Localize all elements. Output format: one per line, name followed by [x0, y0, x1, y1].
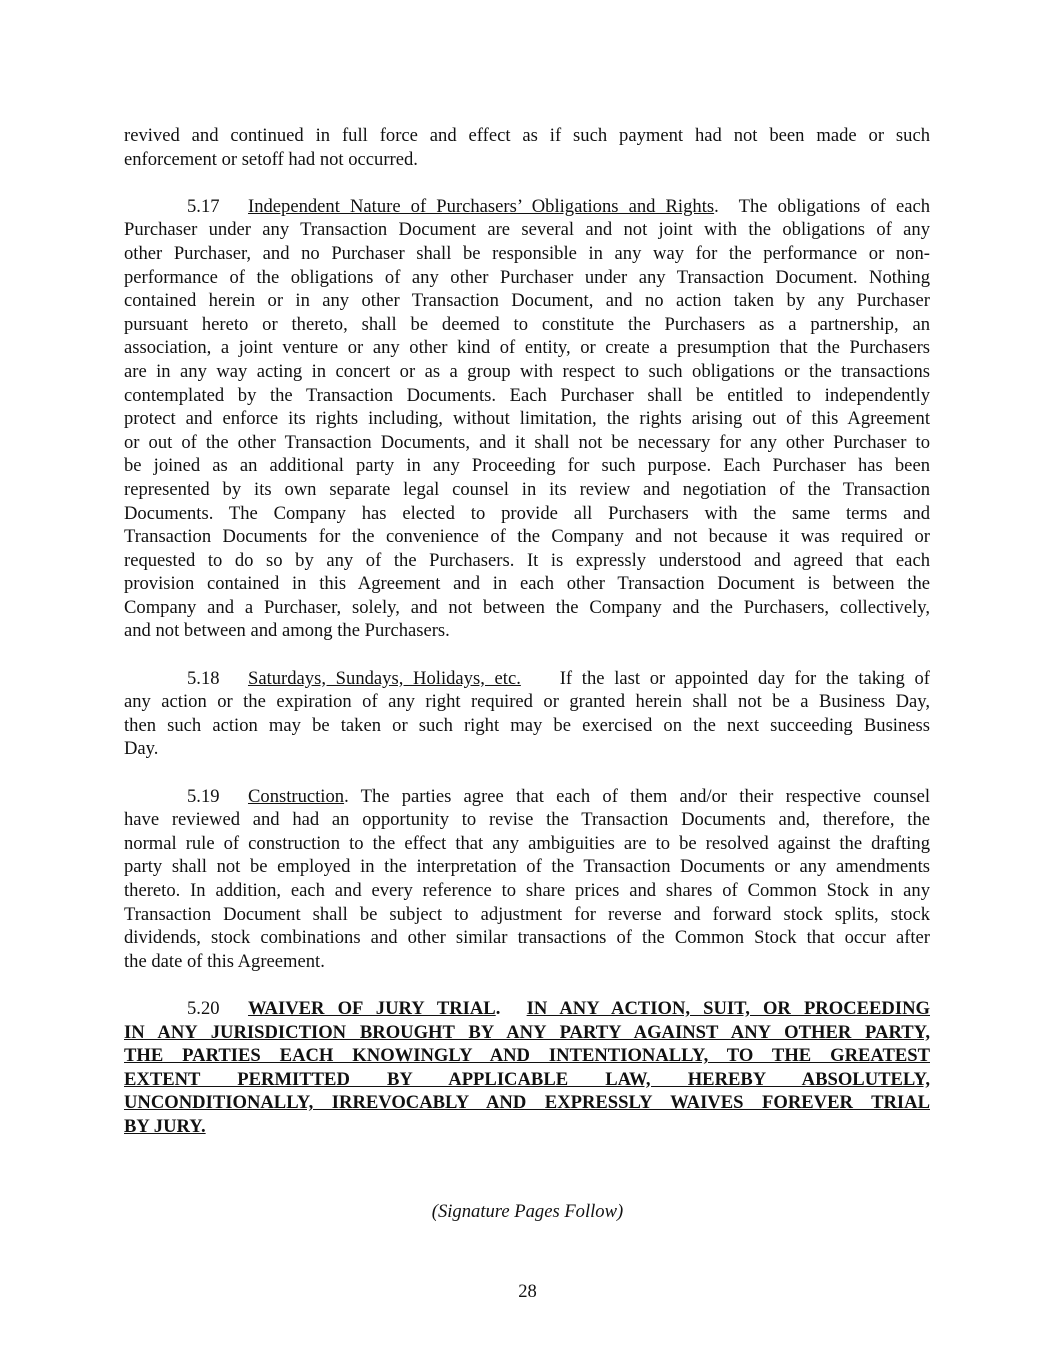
section-5-19	[124, 785, 930, 974]
heading-period: .	[495, 997, 527, 1019]
text-line: THE PARTIES EACH KNOWINGLY AND INTENTIONALLY, TO THE GREATEST	[124, 1045, 930, 1067]
text-line: any action or the expiration of any right required or granted herein shall not be a Business Day,	[124, 691, 930, 713]
section-number: 5.19	[187, 785, 220, 807]
text-line: then such action may be taken or such right may be exercised on the next succeeding Business	[124, 714, 930, 736]
text-line: pursuant hereto or thereto, shall be deemed to constitute the Purchasers as a partnership, an	[124, 313, 930, 335]
text-line: dividends, stock combinations and other similar transactions of the Common Stock that occur after	[124, 927, 930, 949]
text-line: revived and continued in full force and effect as if such payment had not been made or such	[124, 125, 930, 146]
text-line: Transaction Document shall be subject to adjustment for reverse and forward stock splits, stock	[124, 903, 930, 925]
text-line: normal rule of construction to the effect that any ambiguities are to be resolved against the drafting	[124, 832, 930, 854]
text-line: contemplated by the Transaction Documents. Each Purchaser shall be entitled to independently	[124, 384, 930, 406]
text-line: other Purchaser, and no Purchaser shall be responsible in any way for the performance or non-	[124, 242, 930, 264]
text-line: EXTENT PERMITTED BY APPLICABLE LAW, HEREBY ABSOLUTELY,	[124, 1068, 930, 1090]
section-first-line	[124, 785, 930, 809]
text-line: the date of this Agreement.	[124, 950, 325, 972]
text-line: UNCONDITIONALLY, IRREVOCABLY AND EXPRESSLY WAIVES FOREVER TRIAL	[124, 1092, 930, 1114]
section-5-20	[124, 997, 930, 1139]
text-line: requested to do so by any of the Purchasers. It is expressly understood and agreed that each	[124, 549, 930, 571]
section-text: IN ANY ACTION, SUIT, OR PROCEEDING	[526, 997, 930, 1019]
section-text: . The parties agree that each of them and/or their respective counsel	[344, 785, 930, 807]
signature-pages-note: (Signature Pages Follow)	[431, 1201, 624, 1222]
section-heading: Independent Nature of Purchasers’ Obligations and Rights	[248, 195, 715, 217]
text-line: thereto. In addition, each and every reference to share prices and shares of Common Stock in any	[124, 880, 930, 901]
section-heading: Construction	[248, 785, 345, 807]
section-text: If the last or appointed day for the taking of	[520, 667, 930, 689]
text-line: party shall not be employed in the interpretation of the Transaction Documents or any amendments	[124, 856, 930, 878]
text-line: BY JURY.	[124, 1115, 206, 1137]
text-line: provision contained in this Agreement and in each other Transaction Document is between the	[124, 573, 930, 595]
page-number: 28	[518, 1281, 537, 1302]
text-line: are in any way acting in concert or as a group with respect to such obligations or the transactions	[124, 360, 930, 382]
section-5-18	[124, 667, 930, 761]
text-line: Day.	[124, 738, 159, 760]
text-line: Company and a Purchaser, solely, and not between the Company and the Purchasers, collectively,	[124, 596, 930, 618]
text-line: Purchaser under any Transaction Document are several and not joint with the obligations of any	[124, 219, 930, 241]
text-line: or out of the other Transaction Documents, and it shall not be necessary for any other Purchaser to	[124, 431, 930, 453]
section-heading: Saturdays, Sundays, Holidays, etc.	[248, 667, 521, 689]
section-first-line	[124, 997, 930, 1021]
paragraph-continuation	[124, 124, 930, 171]
text-line: be joined as an additional party in any Proceeding for such purpose. Each Purchaser has been	[124, 455, 930, 477]
text-line: performance of the obligations of any other Purchaser under any Transaction Document. Nothing	[124, 266, 930, 288]
section-heading: WAIVER OF JURY TRIAL	[248, 997, 496, 1019]
document-page	[124, 124, 930, 1162]
section-number: 5.17	[187, 195, 220, 217]
section-first-line	[124, 667, 930, 691]
text-line: association, a joint venture or any other kind of entity, or create a presumption that the Purchasers	[124, 337, 930, 359]
section-5-17	[124, 195, 930, 643]
text-line: enforcement or setoff had not occurred.	[124, 148, 418, 170]
text-line: IN ANY JURISDICTION BROUGHT BY ANY PARTY AGAINST ANY OTHER PARTY,	[124, 1021, 930, 1043]
text-line: and not between and among the Purchasers.	[124, 620, 450, 642]
text-line: Documents. The Company has elected to provide all Purchasers with the same terms and	[124, 502, 930, 524]
text-line: Transaction Documents for the convenience of the Company and not because it was required or	[124, 526, 930, 548]
text-line: protect and enforce its rights including, without limitation, the rights arising out of this Agreement	[124, 408, 930, 430]
text-line: have reviewed and had an opportunity to revise the Transaction Documents and, therefore, the	[124, 809, 930, 831]
section-first-line	[124, 195, 930, 219]
text-line: represented by its own separate legal counsel in its review and negotiation of the Transaction	[124, 478, 930, 500]
section-number: 5.18	[187, 667, 220, 689]
section-text: . The obligations of each	[714, 195, 930, 217]
section-number: 5.20	[187, 997, 220, 1019]
text-line: contained herein or in any other Transaction Document, and no action taken by any Purchaser	[124, 290, 930, 312]
